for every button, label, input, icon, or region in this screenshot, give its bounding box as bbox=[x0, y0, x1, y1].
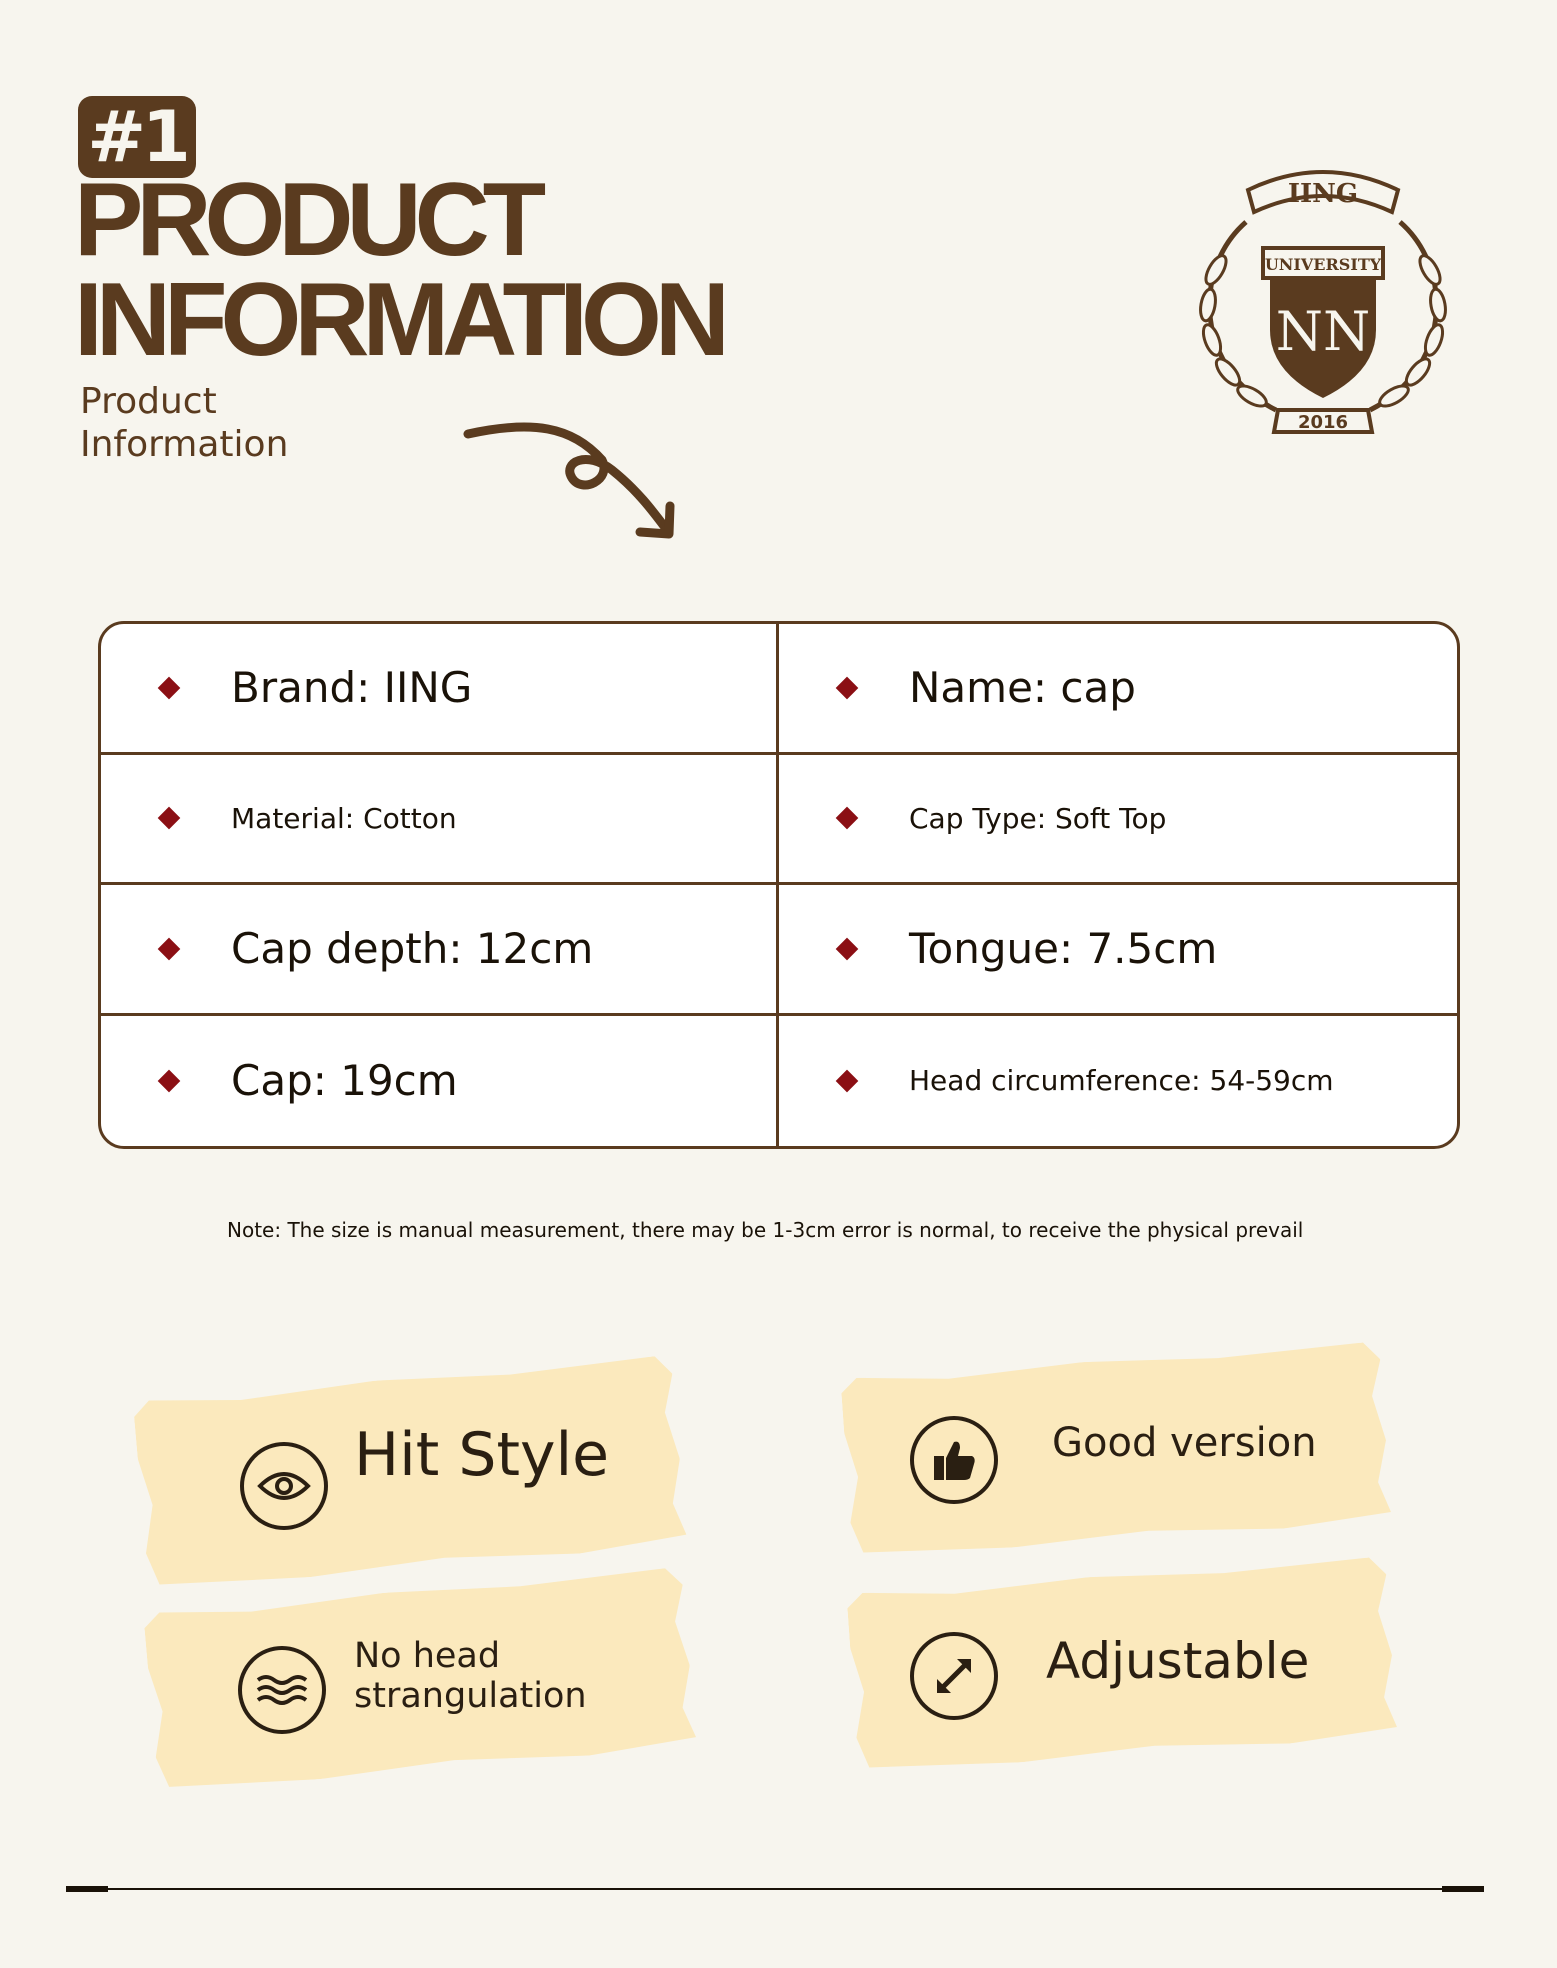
crest-top-text: IING bbox=[1287, 179, 1359, 209]
divider-cap-left bbox=[66, 1886, 108, 1892]
feature-no-strangulation bbox=[354, 1636, 587, 1716]
spec-text: Tongue: 7.5cm bbox=[909, 924, 1218, 974]
spec-cell-brand bbox=[101, 624, 779, 755]
spec-text: Cap Type: Soft Top bbox=[909, 801, 1167, 835]
spec-text: Material: Cotton bbox=[231, 801, 457, 835]
subtitle-line1: Product bbox=[80, 381, 217, 422]
spec-cell-material bbox=[101, 755, 779, 886]
feature-adjustable: Adjustable bbox=[1046, 1632, 1310, 1690]
diamond-bullet-icon bbox=[158, 807, 181, 830]
title-product: PRODUCT bbox=[74, 162, 540, 278]
diamond-bullet-icon bbox=[836, 807, 859, 830]
crest-ribbon-text: UNIVERSITY bbox=[1264, 255, 1382, 274]
spec-text: Name: cap bbox=[909, 663, 1136, 713]
subtitle bbox=[80, 380, 288, 466]
eye-icon bbox=[240, 1442, 328, 1530]
divider-cap-right bbox=[1442, 1886, 1484, 1892]
diamond-bullet-icon bbox=[158, 1069, 181, 1092]
feature-no-strangulation-line2: strangulation bbox=[354, 1676, 587, 1716]
thumbs-up-icon bbox=[910, 1416, 998, 1504]
spec-text: Cap: 19cm bbox=[231, 1056, 458, 1106]
measurement-note: Note: The size is manual measurement, there may be 1-3cm error is normal, to receive the physical prevail bbox=[227, 1218, 1304, 1242]
spec-cell-tongue bbox=[779, 885, 1457, 1016]
curved-arrow-icon bbox=[462, 420, 682, 550]
spec-cell-head-circumference bbox=[779, 1016, 1457, 1147]
diamond-bullet-icon bbox=[158, 676, 181, 699]
feature-no-strangulation-line1: No head bbox=[354, 1636, 501, 1676]
subtitle-line2: Information bbox=[80, 424, 289, 465]
bottom-divider bbox=[66, 1888, 1484, 1890]
spec-cell-name bbox=[779, 624, 1457, 755]
diamond-bullet-icon bbox=[158, 937, 181, 960]
crest-year: 2016 bbox=[1297, 412, 1349, 433]
spec-table bbox=[98, 621, 1460, 1149]
spec-text: Cap depth: 12cm bbox=[231, 924, 594, 974]
feature-good-version: Good version bbox=[1052, 1420, 1317, 1466]
spec-text: Head circumference: 54-59cm bbox=[909, 1064, 1334, 1098]
spec-cell-cap-depth bbox=[101, 885, 779, 1016]
spec-cell-cap bbox=[101, 1016, 779, 1147]
spec-cell-cap-type bbox=[779, 755, 1457, 886]
spec-text: Brand: IING bbox=[231, 663, 473, 713]
feature-hit-style: Hit Style bbox=[354, 1420, 610, 1490]
waves-icon bbox=[238, 1646, 326, 1734]
title-information: INFORMATION bbox=[74, 262, 723, 378]
crest-monogram: NN bbox=[1275, 300, 1371, 363]
diamond-bullet-icon bbox=[836, 676, 859, 699]
diamond-bullet-icon bbox=[836, 1069, 859, 1092]
rank-badge: #1 bbox=[78, 96, 196, 178]
resize-arrows-icon bbox=[910, 1632, 998, 1720]
university-crest-logo bbox=[1186, 160, 1460, 450]
diamond-bullet-icon bbox=[836, 937, 859, 960]
